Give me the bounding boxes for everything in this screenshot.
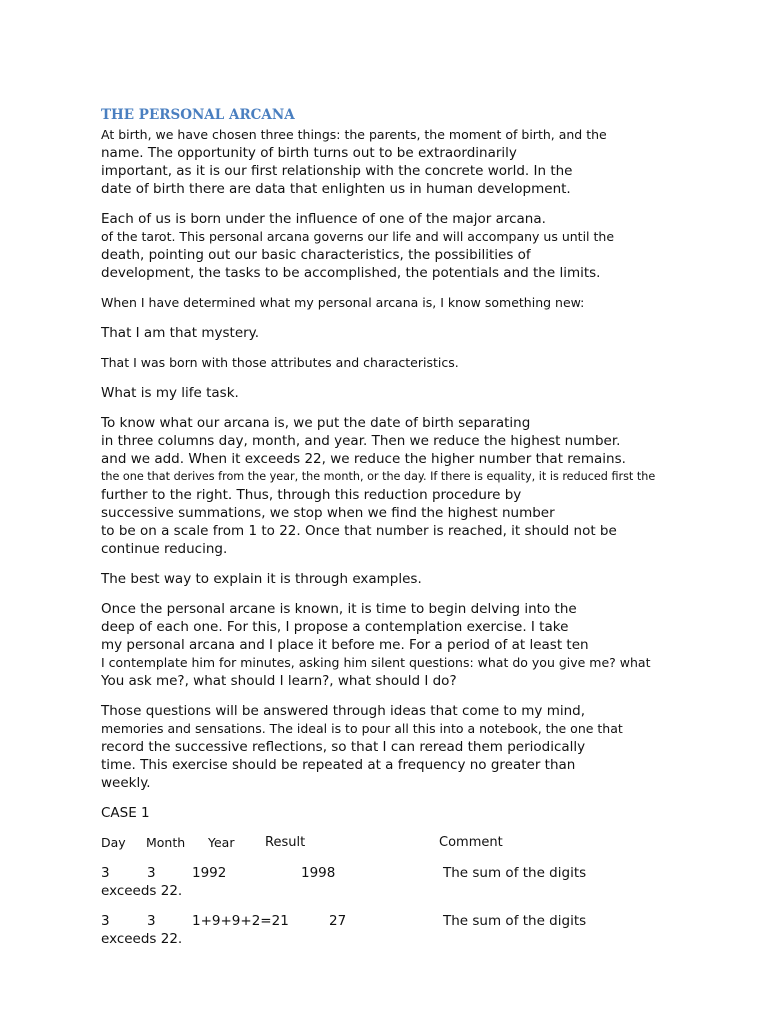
paragraph-determined [101,294,661,312]
text-line: That I am that mystery. [101,325,260,341]
text-line: To know what our arcana is, we put the date of birth separating [101,415,531,431]
cell-month: 3 [147,865,156,881]
text-line: my personal arcana and I place it before me. For a period of at least ten [101,637,589,653]
cell-year: 1992 [192,865,227,881]
paragraph-arcana-influence [101,210,661,282]
text-line: successive summations, we stop when we find the highest number [101,505,555,521]
text-line: What is my life task. [101,385,239,401]
text-line: important, as it is our first relationship with the concrete world. In the [101,163,573,179]
cell-comment: The sum of the digits [443,865,587,881]
text-line: and we add. When it exceeds 22, we reduce the higher number that remains. [101,451,626,467]
text-line: record the successive reflections, so that I can reread them periodically [101,739,586,755]
table-header [101,834,661,852]
text-line: Those questions will be answered through ideas that come to my mind, [101,703,586,719]
text-line: Once the personal arcane is known, it is time to begin delving into the [101,601,577,617]
paragraph-life-task [101,384,661,402]
text-line: continue reducing. [101,541,228,557]
text-line: the one that derives from the year, the month, or the day. If there is equality, it is reduced first the [101,470,656,483]
text-line: I contemplate him for minutes, asking him silent questions: what do you give me? what [101,655,651,670]
text-line: to be on a scale from 1 to 22. Once that number is reached, it should not be [101,523,617,539]
column-header-year: Year [208,835,235,850]
text-line: development, the tasks to be accomplished, the potentials and the limits. [101,265,601,281]
column-header-comment: Comment [439,835,503,850]
text-line: name. The opportunity of birth turns out to be extraordinarily [101,145,517,161]
cell-result: 1998 [301,865,336,881]
text-line: That I was born with those attributes and characteristics. [101,355,459,370]
text-line: of the tarot. This personal arcana governs our life and will accompany us until the [101,229,615,244]
table-row [101,864,661,900]
column-header-day: Day [101,835,126,850]
cell-year: 1+9+9+2=21 [192,913,289,929]
cell-month: 3 [147,913,156,929]
paragraph-contemplation [101,600,661,690]
document-title: THE PERSONAL ARCANA [101,107,295,123]
document-page [101,106,661,960]
text-line: death, pointing out our basic characteristics, the possibilities of [101,247,531,263]
cell-day: 3 [101,913,110,929]
text-line: deep of each one. For this, I propose a contemplation exercise. I take [101,619,569,635]
table-row-values [101,864,661,882]
cell-day: 3 [101,865,110,881]
table-row-values [101,912,661,930]
paragraph-examples [101,570,661,588]
text-line: Each of us is born under the influence of one of the major arcana. [101,211,546,227]
paragraph-intro [101,126,661,198]
text-line: When I have determined what my personal arcana is, I know something new: [101,295,585,310]
case-heading [101,804,661,822]
paragraph-method [101,414,661,558]
column-header-result: Result [265,835,306,850]
text-line: time. This exercise should be repeated at a frequency no greater than [101,757,576,773]
text-line: You ask me?, what should I learn?, what should I do? [101,673,457,689]
text-line: date of birth there are data that enlighten us in human development. [101,181,571,197]
text-line: further to the right. Thus, through this reduction procedure by [101,487,522,503]
cell-comment-continuation: exceeds 22. [101,931,183,947]
paragraph-questions [101,702,661,792]
paragraph-attributes [101,354,661,372]
cell-comment-continuation: exceeds 22. [101,883,183,899]
column-header-month: Month [146,835,186,850]
text-line: At birth, we have chosen three things: the parents, the moment of birth, and the [101,127,607,142]
text-line: CASE 1 [101,805,150,821]
text-line: The best way to explain it is through examples. [101,571,422,587]
cell-comment: The sum of the digits [443,913,587,929]
text-line: memories and sensations. The ideal is to pour all this into a notebook, the one that [101,721,623,736]
paragraph-mystery [101,324,661,342]
cell-result: 27 [329,913,347,929]
table-row [101,912,661,948]
text-line: in three columns day, month, and year. Then we reduce the highest number. [101,433,621,449]
text-line: weekly. [101,775,151,791]
